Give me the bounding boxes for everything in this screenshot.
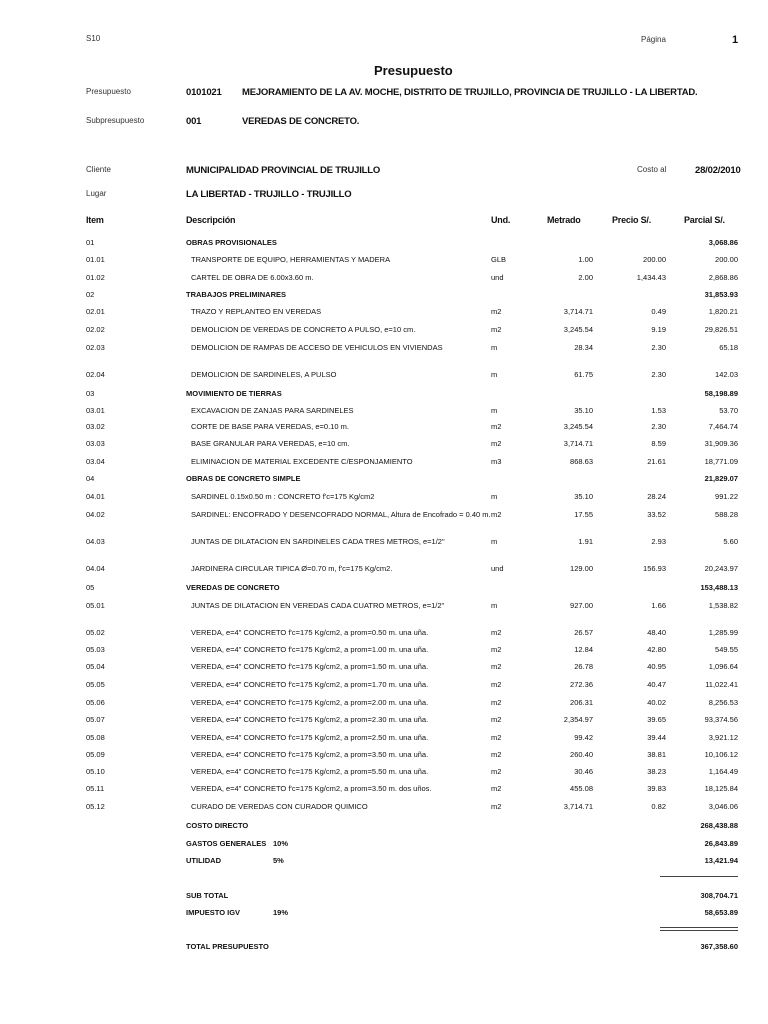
igv-value: 58,653.89 [704, 908, 738, 917]
item-number: 03.01 [86, 406, 105, 415]
item-metrado: 17.55 [574, 510, 593, 519]
item-description: JUNTAS DE DILATACION EN SARDINELES CADA TRES METROS, e=1/2" [191, 537, 445, 546]
item-parcial: 7,464.74 [708, 422, 738, 431]
page-label: Página [641, 35, 666, 44]
item-unit: m2 [491, 802, 502, 811]
item-metrado: 3,714.71 [563, 802, 593, 811]
item-description: TRAZO Y REPLANTEO EN VEREDAS [191, 307, 322, 316]
item-parcial: 29,826.51 [704, 325, 738, 334]
item-unit: GLB [491, 255, 507, 264]
table-row [0, 767, 768, 781]
costo-directo-value: 268,438.88 [700, 821, 738, 830]
item-metrado: 455.08 [570, 784, 593, 793]
item-precio: 2.93 [651, 537, 666, 546]
subtotal-label: SUB TOTAL [186, 891, 229, 900]
table-row [0, 750, 768, 764]
item-description: VEREDAS DE CONCRETO [186, 583, 280, 592]
table-row [0, 564, 768, 578]
column-header-item: Item [86, 215, 104, 225]
item-parcial: 1,820.21 [708, 307, 738, 316]
table-row [0, 537, 768, 551]
item-parcial: 1,164.49 [708, 767, 738, 776]
item-metrado: 206.31 [570, 698, 593, 707]
item-description: SARDINEL: ENCOFRADO Y DESENCOFRADO NORMAL, Altura de Encofrado = 0.40 m. [191, 510, 491, 519]
cliente-label: Cliente [86, 165, 111, 174]
item-number: 01.02 [86, 273, 105, 282]
item-description: VEREDA, e=4" CONCRETO f'c=175 Kg/cm2, a prom=1.70 m. una uña. [191, 680, 429, 689]
item-number: 02 [86, 290, 95, 299]
item-precio: 48.40 [647, 628, 666, 637]
presupuesto-name: MEJORAMIENTO DE LA AV. MOCHE, DISTRITO DE TRUJILLO, PROVINCIA DE TRUJILLO - LA LIBERTAD. [242, 87, 698, 98]
item-metrado: 129.00 [570, 564, 593, 573]
item-precio: 1.53 [651, 406, 666, 415]
item-metrado: 1.00 [578, 255, 593, 264]
item-precio: 8.59 [651, 439, 666, 448]
item-description: VEREDA, e=4" CONCRETO f'c=175 Kg/cm2, a prom=0.50 m. una uña. [191, 628, 429, 637]
item-precio: 38.81 [647, 750, 666, 759]
item-metrado: 3,714.71 [563, 439, 593, 448]
summary-subtotal [0, 891, 768, 905]
item-description: VEREDA, e=4" CONCRETO f'c=175 Kg/cm2, a prom=1.00 m. una uña. [191, 645, 429, 654]
gastos-pct: 10% [273, 839, 289, 848]
lugar-label: Lugar [86, 189, 107, 198]
item-number: 05.07 [86, 715, 105, 724]
item-parcial: 18,125.84 [704, 784, 738, 793]
item-unit: m2 [491, 750, 502, 759]
item-precio: 2.30 [651, 422, 666, 431]
item-parcial: 1,096.64 [708, 662, 738, 671]
item-number: 02.02 [86, 325, 105, 334]
item-unit: m [491, 370, 498, 379]
table-row [0, 698, 768, 712]
summary-total [0, 942, 768, 956]
item-metrado: 35.10 [574, 492, 593, 501]
item-number: 02.03 [86, 343, 105, 352]
utilidad-value: 13,421.94 [704, 856, 738, 865]
costo-date: 28/02/2010 [695, 165, 741, 176]
table-row [0, 307, 768, 321]
item-precio: 1.66 [651, 601, 666, 610]
item-description: TRANSPORTE DE EQUIPO, HERRAMIENTAS Y MADERA [191, 255, 391, 264]
item-metrado: 868.63 [570, 457, 593, 466]
item-description: DEMOLICION DE RAMPAS DE ACCESO DE VEHICULOS EN VIVIENDAS [191, 343, 443, 352]
column-header-descripcion: Descripción [186, 215, 236, 225]
table-row [0, 662, 768, 676]
table-row [0, 645, 768, 659]
item-parcial: 2,868.86 [708, 273, 738, 282]
table-row [0, 601, 768, 615]
item-parcial: 31,853.93 [704, 290, 738, 299]
item-parcial: 200.00 [715, 255, 738, 264]
presupuesto-code: 0101021 [186, 87, 222, 98]
item-metrado: 30.46 [574, 767, 593, 776]
item-unit: m2 [491, 698, 502, 707]
table-row [0, 733, 768, 747]
item-unit: und [491, 273, 504, 282]
item-unit: und [491, 564, 504, 573]
section-row [0, 290, 768, 304]
subtotal-rule [660, 876, 738, 877]
table-row [0, 370, 768, 384]
item-parcial: 20,243.97 [704, 564, 738, 573]
item-description: OBRAS DE CONCRETO SIMPLE [186, 474, 301, 483]
item-parcial: 3,046.06 [708, 802, 738, 811]
item-precio: 21.61 [647, 457, 666, 466]
item-description: TRABAJOS PRELIMINARES [186, 290, 287, 299]
item-metrado: 260.40 [570, 750, 593, 759]
item-precio: 39.83 [647, 784, 666, 793]
summary-costo-directo [0, 821, 768, 835]
item-number: 05.10 [86, 767, 105, 776]
item-unit: m2 [491, 767, 502, 776]
item-metrado: 2.00 [578, 273, 593, 282]
subpresupuesto-label: Subpresupuesto [86, 116, 145, 125]
item-precio: 40.47 [647, 680, 666, 689]
table-row [0, 422, 768, 436]
item-number: 05.11 [86, 784, 105, 793]
table-row [0, 680, 768, 694]
cliente-value: MUNICIPALIDAD PROVINCIAL DE TRUJILLO [186, 165, 381, 176]
item-description: SARDINEL 0.15x0.50 m : CONCRETO f'c=175 Kg/cm2 [191, 492, 375, 501]
item-description: JARDINERA CIRCULAR TIPICA Ø=0.70 m, f'c=175 Kg/cm2. [191, 564, 393, 573]
table-row [0, 715, 768, 729]
subtotal-value: 308,704.71 [700, 891, 738, 900]
item-unit: m [491, 601, 498, 610]
item-number: 05.04 [86, 662, 105, 671]
section-row [0, 583, 768, 597]
page-title: Presupuesto [374, 63, 453, 78]
item-parcial: 8,256.53 [708, 698, 738, 707]
item-metrado: 927.00 [570, 601, 593, 610]
item-description: VEREDA, e=4" CONCRETO f'c=175 Kg/cm2, a prom=1.50 m. una uña. [191, 662, 429, 671]
column-header-metrado: Metrado [547, 215, 581, 225]
item-description: VEREDA, e=4" CONCRETO f'c=175 Kg/cm2, a prom=5.50 m. una uña. [191, 767, 429, 776]
table-row [0, 784, 768, 798]
table-row [0, 628, 768, 642]
lugar-value: LA LIBERTAD - TRUJILLO - TRUJILLO [186, 189, 352, 200]
item-number: 03.02 [86, 422, 105, 431]
item-parcial: 10,106.12 [704, 750, 738, 759]
item-unit: m [491, 492, 498, 501]
item-unit: m2 [491, 439, 502, 448]
item-number: 05.12 [86, 802, 105, 811]
item-unit: m [491, 537, 498, 546]
item-parcial: 93,374.56 [704, 715, 738, 724]
item-number: 05.06 [86, 698, 105, 707]
column-header-precio: Precio S/. [612, 215, 652, 225]
item-precio: 28.24 [647, 492, 666, 501]
item-unit: m2 [491, 422, 502, 431]
item-precio: 39.65 [647, 715, 666, 724]
item-number: 05.02 [86, 628, 105, 637]
item-metrado: 26.57 [574, 628, 593, 637]
costo-label: Costo al [637, 165, 667, 174]
gastos-value: 26,843.89 [704, 839, 738, 848]
item-metrado: 3,245.54 [563, 325, 593, 334]
item-number: 05.01 [86, 601, 105, 610]
item-precio: 0.49 [651, 307, 666, 316]
item-description: OBRAS PROVISIONALES [186, 238, 277, 247]
total-rule-1 [660, 927, 738, 928]
item-description: VEREDA, e=4" CONCRETO f'c=175 Kg/cm2, a prom=3.50 m. dos uños. [191, 784, 432, 793]
item-precio: 39.44 [647, 733, 666, 742]
item-unit: m [491, 406, 498, 415]
item-number: 02.04 [86, 370, 105, 379]
item-description: JUNTAS DE DILATACION EN VEREDAS CADA CUATRO METROS, e=1/2" [191, 601, 445, 610]
presupuesto-label: Presupuesto [86, 87, 131, 96]
item-number: 01 [86, 238, 95, 247]
item-description: VEREDA, e=4" CONCRETO f'c=175 Kg/cm2, a prom=3.50 m. una uña. [191, 750, 429, 759]
item-parcial: 11,022.41 [705, 680, 738, 689]
item-unit: m2 [491, 662, 502, 671]
section-row [0, 238, 768, 252]
summary-gastos [0, 839, 768, 853]
item-number: 04.03 [86, 537, 105, 546]
item-metrado: 3,245.54 [563, 422, 593, 431]
item-parcial: 588.28 [715, 510, 738, 519]
item-metrado: 2,354.97 [563, 715, 593, 724]
item-parcial: 18,771.09 [704, 457, 738, 466]
table-row [0, 802, 768, 816]
item-precio: 9.19 [651, 325, 666, 334]
item-description: VEREDA, e=4" CONCRETO f'c=175 Kg/cm2, a prom=2.50 m. una uña. [191, 733, 429, 742]
summary-utilidad [0, 856, 768, 870]
item-unit: m2 [491, 628, 502, 637]
item-description: ELIMINACION DE MATERIAL EXCEDENTE C/ESPONJAMIENTO [191, 457, 413, 466]
total-rule-2 [660, 930, 738, 931]
item-description: BASE GRANULAR PARA VEREDAS, e=10 cm. [191, 439, 350, 448]
item-parcial: 1,538.82 [708, 601, 738, 610]
item-parcial: 991.22 [715, 492, 738, 501]
item-precio: 40.02 [647, 698, 666, 707]
item-description: EXCAVACION DE ZANJAS PARA SARDINELES [191, 406, 354, 415]
total-label: TOTAL PRESUPUESTO [186, 942, 269, 951]
item-description: MOVIMIENTO DE TIERRAS [186, 389, 282, 398]
item-precio: 2.30 [651, 370, 666, 379]
subpresupuesto-code: 001 [186, 116, 202, 127]
item-parcial: 153,488.13 [700, 583, 738, 592]
item-description: CURADO DE VEREDAS CON CURADOR QUIMICO [191, 802, 368, 811]
item-metrado: 272.36 [570, 680, 593, 689]
utilidad-pct: 5% [273, 856, 284, 865]
item-number: 05.09 [86, 750, 105, 759]
item-precio: 0.82 [651, 802, 666, 811]
item-description: DEMOLICION DE SARDINELES, A PULSO [191, 370, 337, 379]
table-row [0, 273, 768, 287]
item-precio: 38.23 [647, 767, 666, 776]
subpresupuesto-name: VEREDAS DE CONCRETO. [242, 116, 360, 127]
item-precio: 156.93 [643, 564, 666, 573]
table-row [0, 343, 768, 357]
item-unit: m2 [491, 645, 502, 654]
item-description: VEREDA, e=4" CONCRETO f'c=175 Kg/cm2, a prom=2.30 m. una uña. [191, 715, 429, 724]
table-row [0, 406, 768, 420]
section-row [0, 389, 768, 403]
item-parcial: 21,829.07 [704, 474, 738, 483]
item-metrado: 61.75 [574, 370, 593, 379]
item-parcial: 5.60 [723, 537, 738, 546]
item-metrado: 35.10 [574, 406, 593, 415]
item-number: 01.01 [86, 255, 105, 264]
item-number: 04 [86, 474, 95, 483]
page-number: 1 [732, 34, 739, 46]
table-row [0, 510, 768, 524]
item-unit: m3 [491, 457, 502, 466]
item-unit: m [491, 343, 498, 352]
item-number: 05.08 [86, 733, 105, 742]
item-number: 03.03 [86, 439, 105, 448]
item-precio: 200.00 [643, 255, 666, 264]
item-unit: m2 [491, 680, 502, 689]
table-row [0, 439, 768, 453]
item-parcial: 142.03 [715, 370, 738, 379]
item-precio: 40.95 [647, 662, 666, 671]
item-number: 03.04 [86, 457, 105, 466]
table-row [0, 457, 768, 471]
item-number: 02.01 [86, 307, 105, 316]
section-row [0, 474, 768, 488]
table-row [0, 492, 768, 506]
item-unit: m2 [491, 733, 502, 742]
item-parcial: 549.55 [715, 645, 738, 654]
item-precio: 2.30 [651, 343, 666, 352]
item-number: 03 [86, 389, 95, 398]
item-number: 04.01 [86, 492, 105, 501]
item-precio: 42.80 [647, 645, 666, 654]
costo-directo-label: COSTO DIRECTO [186, 821, 249, 830]
item-unit: m2 [491, 307, 502, 316]
item-number: 04.04 [86, 564, 105, 573]
item-description: DEMOLICION DE VEREDAS DE CONCRETO A PULSO, e=10 cm. [191, 325, 416, 334]
item-number: 05.03 [86, 645, 105, 654]
item-metrado: 28.34 [574, 343, 593, 352]
item-description: VEREDA, e=4" CONCRETO f'c=175 Kg/cm2, a prom=2.00 m. una uña. [191, 698, 429, 707]
item-number: 05 [86, 583, 95, 592]
item-metrado: 1.91 [578, 537, 593, 546]
total-value: 367,358.60 [700, 942, 738, 951]
item-description: CARTEL DE OBRA DE 6.00x3.60 m. [191, 273, 314, 282]
item-parcial: 3,068.86 [708, 238, 738, 247]
item-precio: 1,434.43 [636, 273, 666, 282]
item-number: 04.02 [86, 510, 105, 519]
item-unit: m2 [491, 715, 502, 724]
column-header-parcial: Parcial S/. [684, 215, 725, 225]
item-precio: 33.52 [647, 510, 666, 519]
item-unit: m2 [491, 784, 502, 793]
item-parcial: 58,198.89 [704, 389, 738, 398]
item-metrado: 99.42 [574, 733, 593, 742]
utilidad-label: UTILIDAD [186, 856, 221, 865]
item-number: 05.05 [86, 680, 105, 689]
igv-pct: 19% [273, 908, 289, 917]
table-row [0, 255, 768, 269]
item-parcial: 1,285.99 [708, 628, 738, 637]
gastos-label: GASTOS GENERALES [186, 839, 267, 848]
system-label: S10 [86, 34, 101, 43]
item-metrado: 12.84 [574, 645, 593, 654]
item-parcial: 65.18 [719, 343, 738, 352]
item-parcial: 53.70 [719, 406, 738, 415]
summary-igv [0, 908, 768, 922]
igv-label: IMPUESTO IGV [186, 908, 241, 917]
table-row [0, 325, 768, 339]
item-unit: m2 [491, 510, 502, 519]
column-header-und: Und. [491, 215, 511, 225]
item-metrado: 3,714.71 [563, 307, 593, 316]
item-metrado: 26.78 [574, 662, 593, 671]
item-parcial: 3,921.12 [708, 733, 738, 742]
item-parcial: 31,909.36 [704, 439, 738, 448]
item-unit: m2 [491, 325, 502, 334]
item-description: CORTE DE BASE PARA VEREDAS, e=0.10 m. [191, 422, 349, 431]
